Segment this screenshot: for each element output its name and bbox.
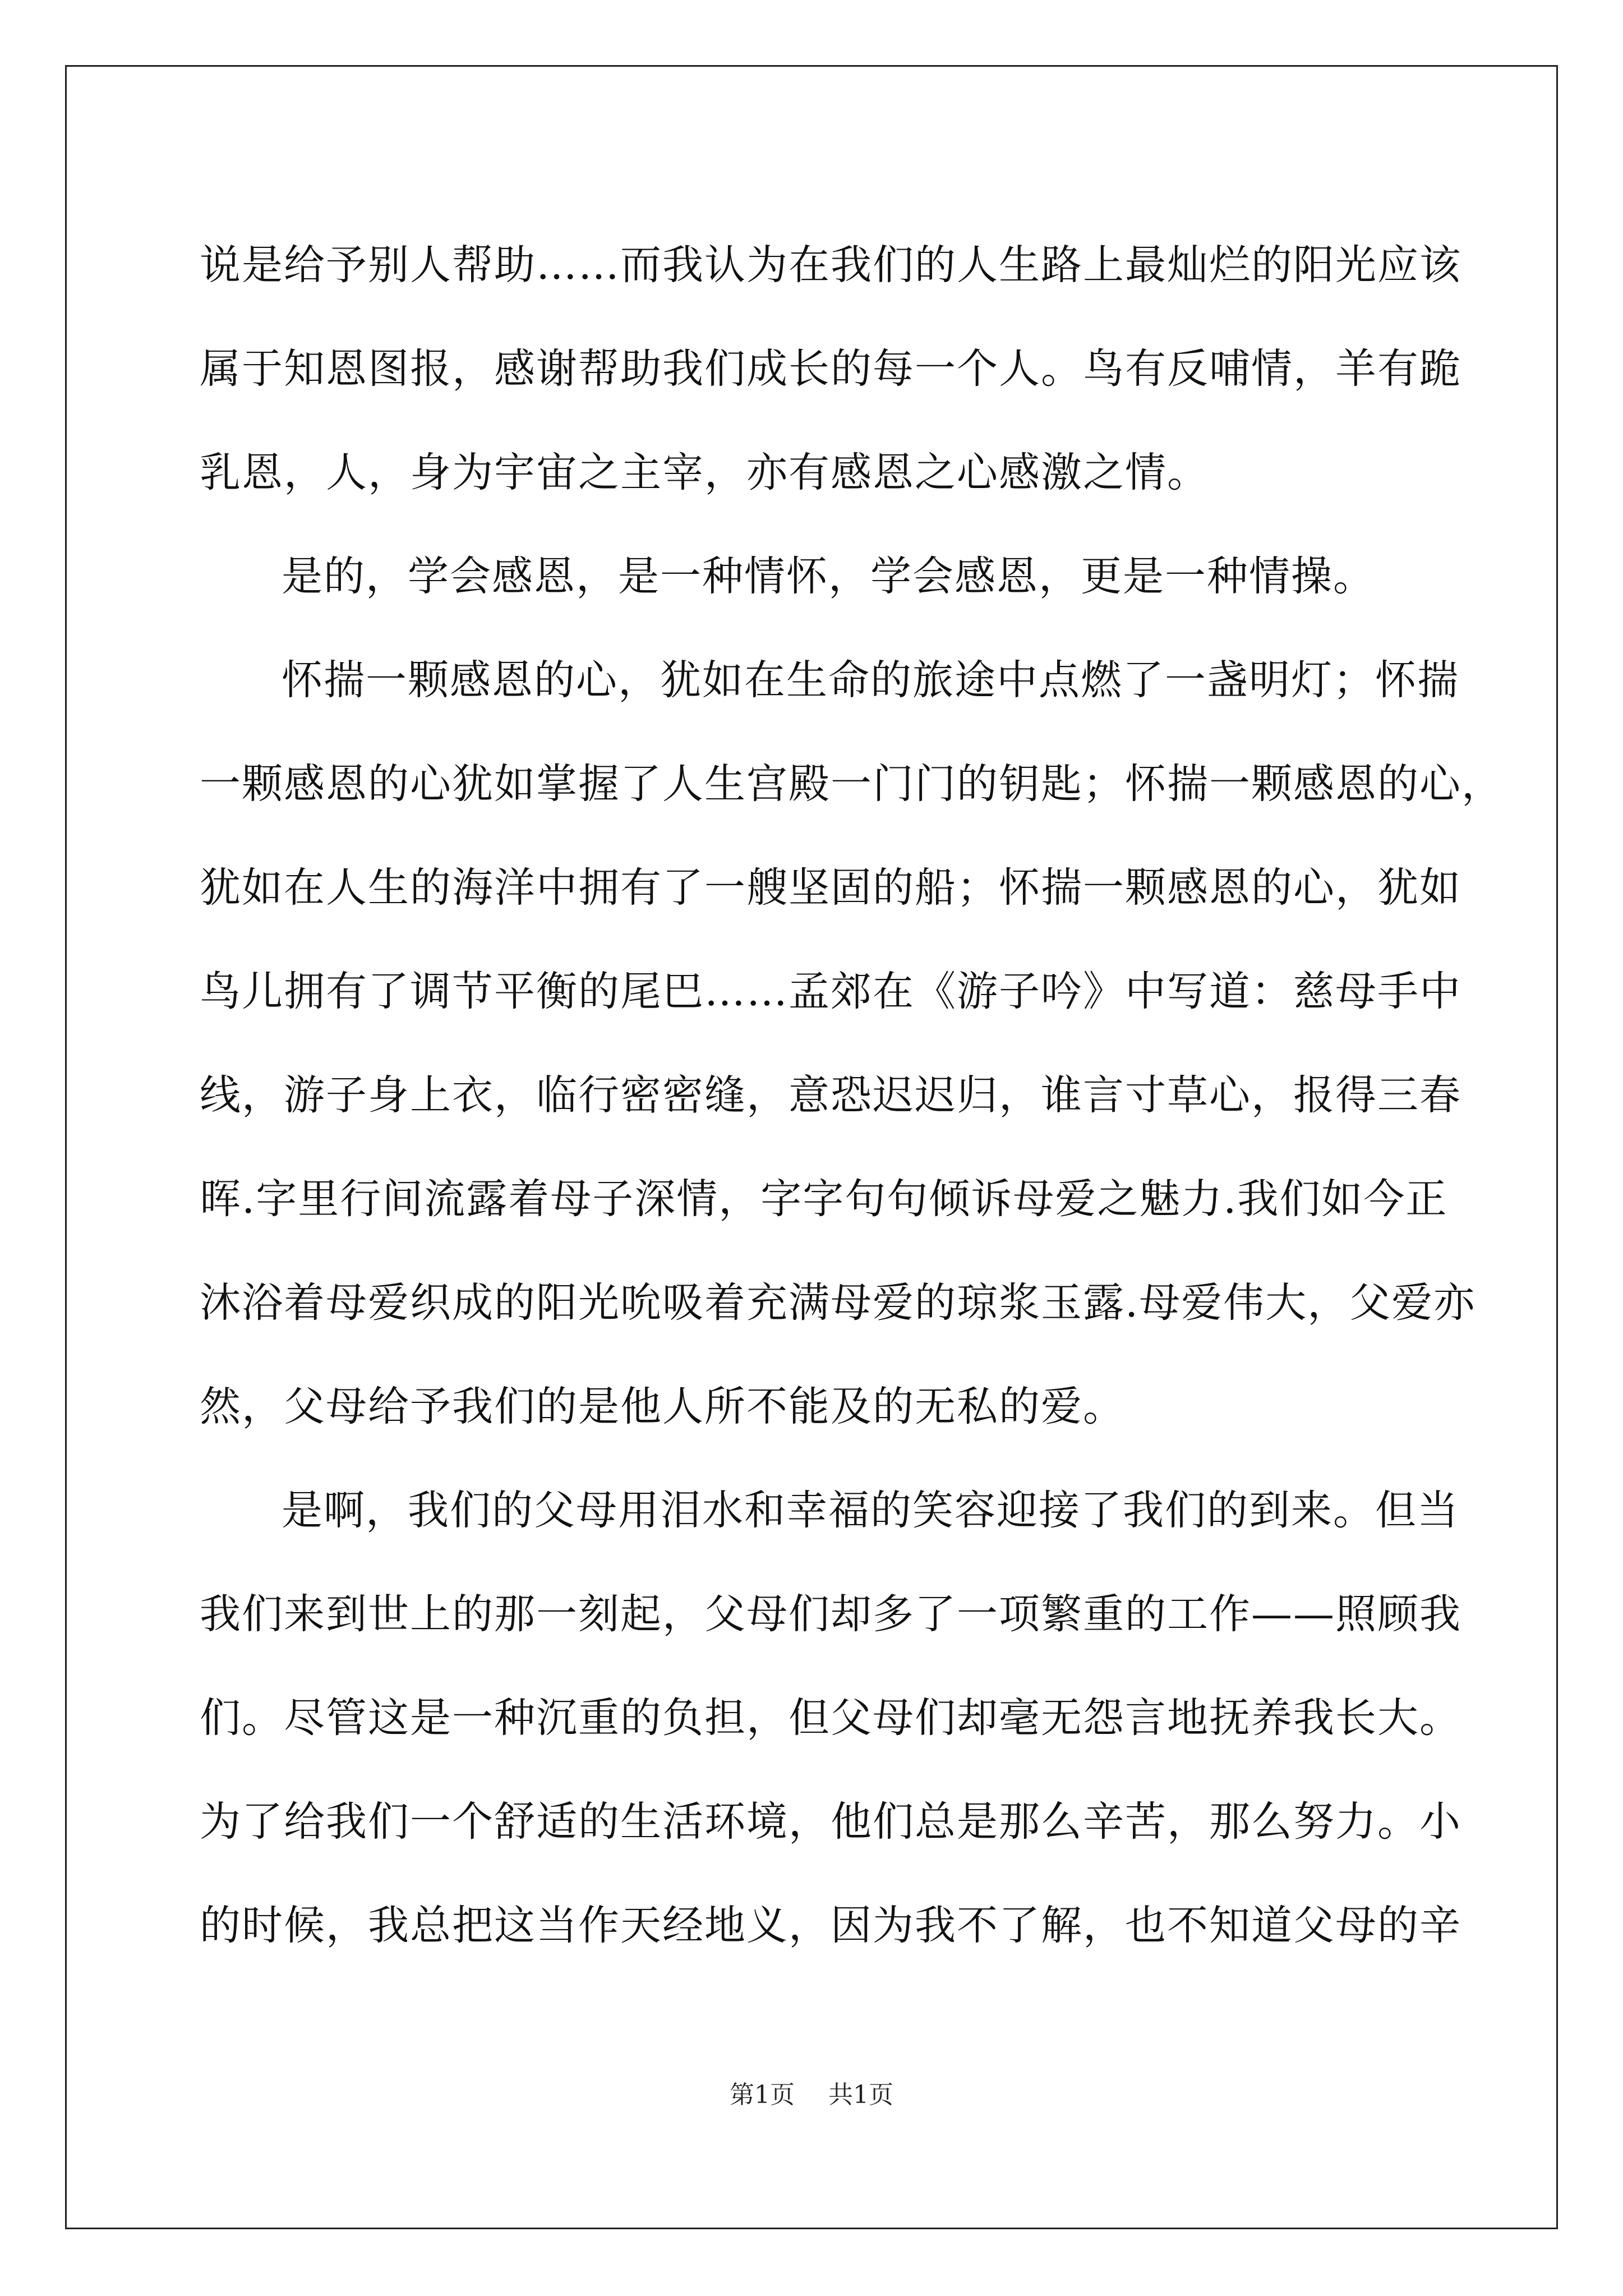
page-number-current: 第1页 xyxy=(730,2081,795,2109)
text-line-13: 是啊，我们的父母用泪水和幸福的笑容迎接了我们的到来。但当 xyxy=(282,1487,1459,1534)
text-line-14: 我们来到世上的那一刻起，父母们却多了一项繁重的工作——照顾我 xyxy=(200,1590,1461,1638)
text-line-10: 晖.字里行间流露着母子深情，字字句句倾诉母爱之魅力.我们如今正 xyxy=(200,1175,1448,1223)
text-line-7: 犹如在人生的海洋中拥有了一艘坚固的船；怀揣一颗感恩的心，犹如 xyxy=(200,864,1461,912)
document-body xyxy=(200,213,1504,1977)
text-line-6: 一颗感恩的心犹如掌握了人生宫殿一门门的钥匙；怀揣一颗感恩的心， xyxy=(200,760,1504,808)
text-line-9: 线，游子身上衣，临行密密缝，意恐迟迟归，谁言寸草心，报得三春 xyxy=(200,1071,1461,1119)
text-line-17: 的时候，我总把这当作天经地义，因为我不了解，也不知道父母的辛 xyxy=(200,1902,1461,1949)
text-line-1: 说是给予别人帮助……而我认为在我们的人生路上最灿烂的阳光应该 xyxy=(200,241,1461,289)
text-line-16: 为了给我们一个舒适的生活环境，他们总是那么辛苦，那么努力。小 xyxy=(200,1798,1461,1846)
text-line-2: 属于知恩图报，感谢帮助我们成长的每一个人。鸟有反哺情，羊有跪 xyxy=(200,345,1461,393)
page-footer xyxy=(0,2074,1623,2110)
text-line-12: 然，父母给予我们的是他人所不能及的无私的爱。 xyxy=(200,1383,1125,1430)
text-line-11: 沐浴着母爱织成的阳光吮吸着充满母爱的琼浆玉露.母爱伟大，父爱亦 xyxy=(200,1279,1476,1327)
text-line-15: 们。尽管这是一种沉重的负担，但父母们却毫无怨言地抚养我长大。 xyxy=(200,1694,1461,1742)
text-line-5: 怀揣一颗感恩的心，犹如在生命的旅途中点燃了一盏明灯；怀揣 xyxy=(282,656,1459,704)
text-line-8: 鸟儿拥有了调节平衡的尾巴……孟郊在《游子吟》中写道：慈母手中 xyxy=(200,968,1461,1015)
text-line-3: 乳恩，人，身为宇宙之主宰，亦有感恩之心感激之情。 xyxy=(200,449,1209,496)
page-number-total: 共1页 xyxy=(828,2081,893,2109)
text-line-4: 是的，学会感恩，是一种情怀，学会感恩，更是一种情操。 xyxy=(282,553,1375,600)
